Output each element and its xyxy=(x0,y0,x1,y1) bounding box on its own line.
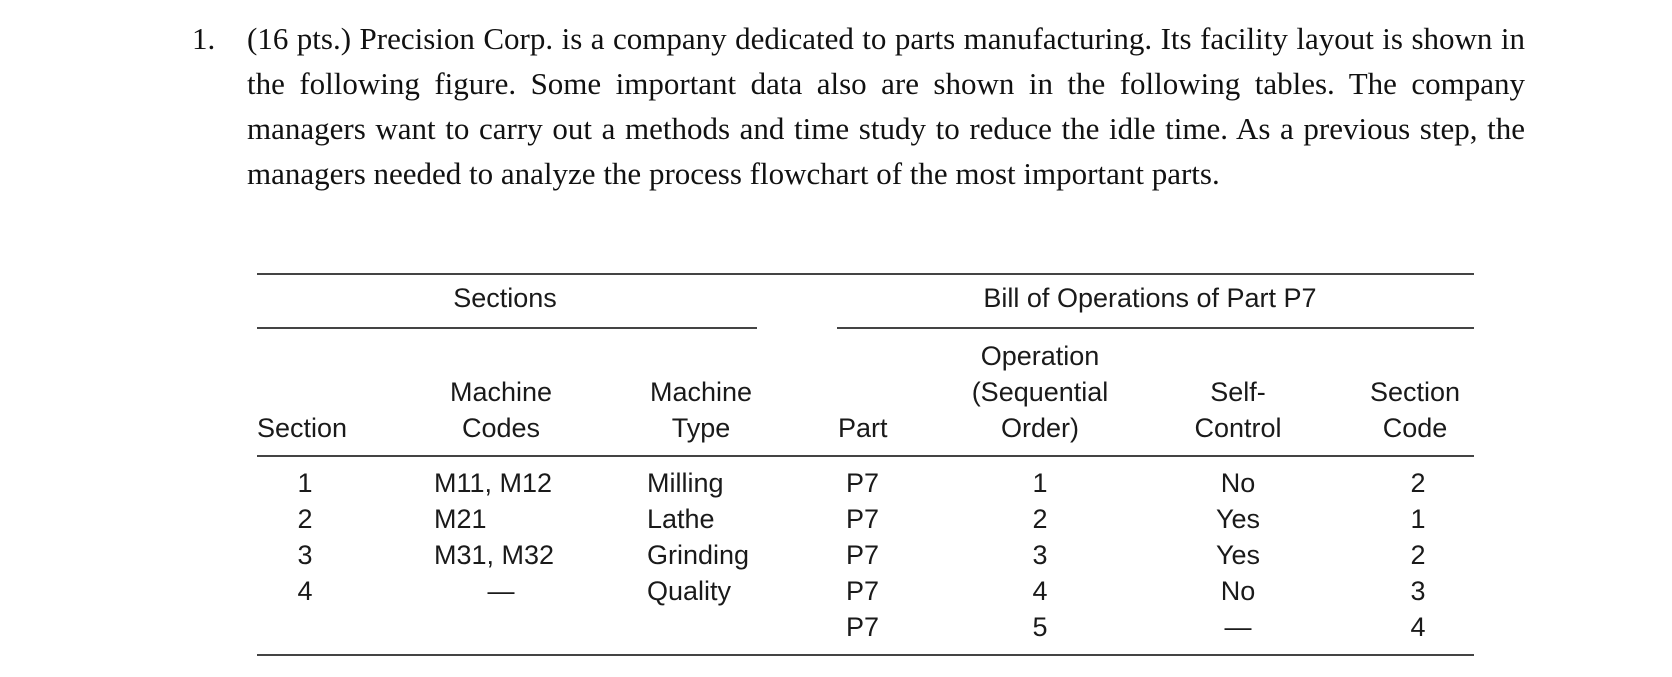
section-cell: 3 xyxy=(297,540,313,570)
section-code-cell: 2 xyxy=(1410,540,1426,570)
self-control-cell: No xyxy=(1220,576,1256,606)
machine-type-cell: Lathe xyxy=(647,504,715,534)
section-cell: 4 xyxy=(297,576,313,606)
header-machine-codes: Machine Codes xyxy=(449,377,553,443)
operation-cell: 5 xyxy=(1032,612,1048,642)
part-cell: P7 xyxy=(846,576,880,606)
header-bottom-rule xyxy=(257,455,1474,457)
machine-codes-cell: M31, M32 xyxy=(434,540,555,570)
operation-cell: 4 xyxy=(1032,576,1048,606)
bill-title: Bill of Operations of Part P7 xyxy=(983,283,1317,313)
self-control-cell: — xyxy=(1224,612,1252,642)
part-cell: P7 xyxy=(846,540,880,570)
section-cell: 1 xyxy=(297,468,313,498)
header-section: Section xyxy=(257,413,348,443)
table-bottom-rule xyxy=(257,654,1474,656)
machine-codes-cell: M21 xyxy=(434,504,487,534)
operation-cell: 2 xyxy=(1032,504,1048,534)
problem-text: (16 pts.) Precision Corp. is a company dedicated to parts manufacturing. Its facility layout is shown in the following figure. Some important data also are shown in the following tables. The company managers want to carry out a methods and time study to reduce the idle time. As a previous step, the managers needed to analyze the process flowchart of the most important parts. xyxy=(247,21,1525,191)
section-code-cell: 2 xyxy=(1410,468,1426,498)
operation-cell: 3 xyxy=(1032,540,1048,570)
self-control-cell: Yes xyxy=(1215,540,1261,570)
part-cell: P7 xyxy=(846,612,880,642)
header-section-code: Section Code xyxy=(1369,377,1461,443)
machine-type-cell: Milling xyxy=(647,468,724,498)
section-code-cell: 4 xyxy=(1410,612,1426,642)
self-control-cell: No xyxy=(1220,468,1256,498)
machine-codes-cell: M11, M12 xyxy=(434,468,553,498)
problem-number: 1. xyxy=(192,21,216,56)
operation-cell: 1 xyxy=(1032,468,1048,498)
header-self-control: Self- Control xyxy=(1194,377,1282,443)
machine-codes-cell: — xyxy=(487,576,515,606)
section-code-cell: 3 xyxy=(1410,576,1426,606)
bill-title-rule xyxy=(837,327,1474,329)
part-cell: P7 xyxy=(846,468,880,498)
machine-type-cell: Grinding xyxy=(647,540,750,570)
section-code-cell: 1 xyxy=(1410,504,1426,534)
part-cell: P7 xyxy=(846,504,880,534)
sections-title: Sections xyxy=(453,283,557,313)
header-part: Part xyxy=(838,413,888,443)
header-machine-type: Machine Type xyxy=(649,377,753,443)
machine-type-cell: Quality xyxy=(647,576,732,606)
sections-title-rule xyxy=(257,327,757,329)
section-cell: 2 xyxy=(297,504,313,534)
header-operation: Operation (Sequential Order) xyxy=(971,341,1109,443)
table-top-rule xyxy=(257,273,1474,275)
self-control-cell: Yes xyxy=(1215,504,1261,534)
